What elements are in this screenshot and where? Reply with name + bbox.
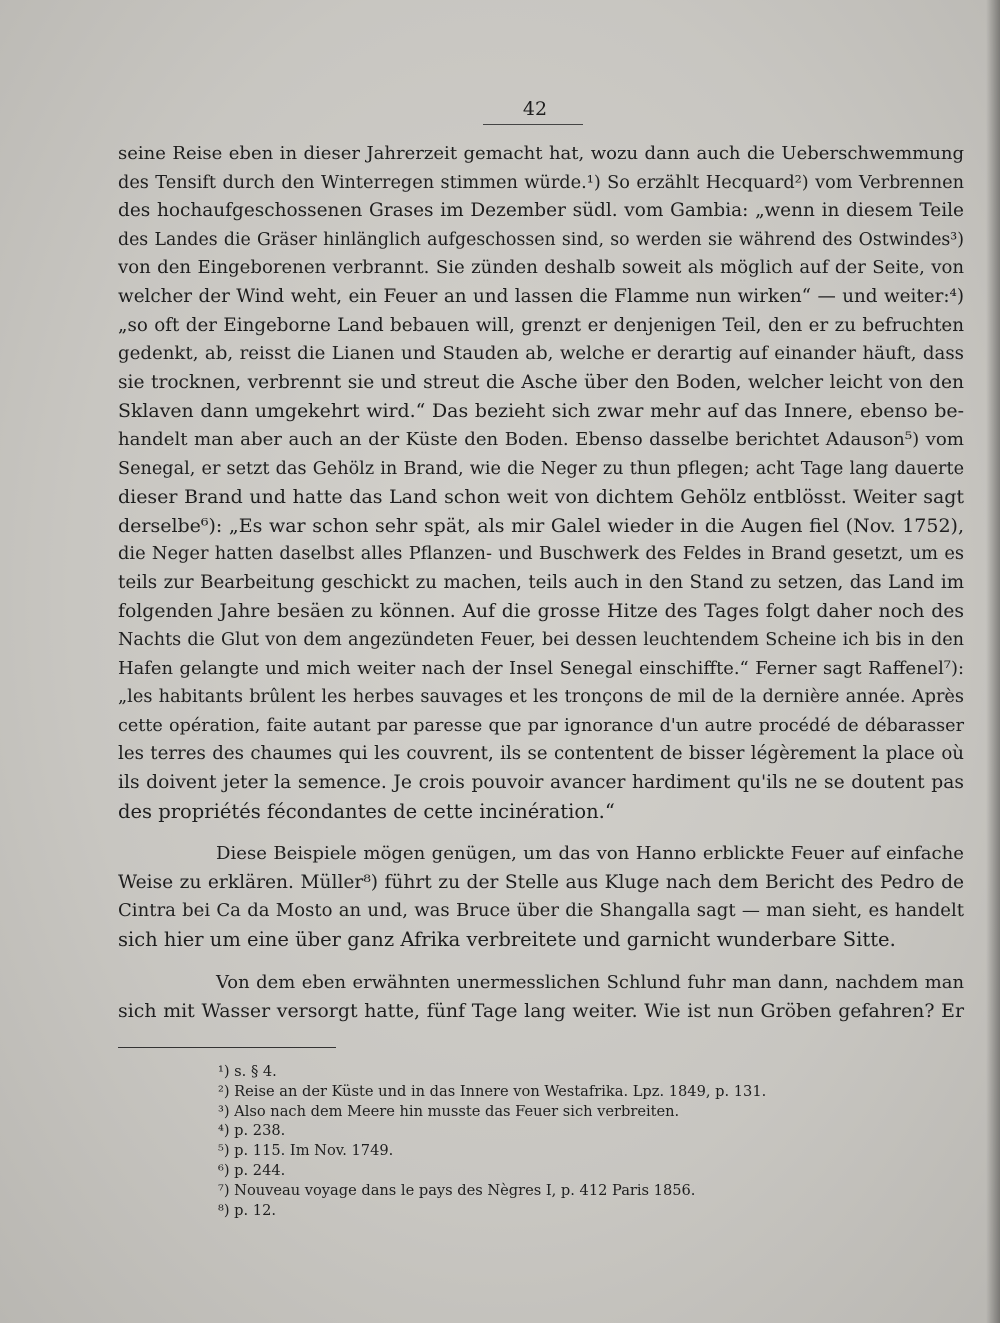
footnote: ⁵) p. 115. Im Nov. 1749. — [218, 1142, 394, 1160]
text-line: des propriétés fécondantes de cette incinération.“ — [118, 799, 615, 823]
text-line: sie trocknen, verbrennt sie und streut die Asche über den Boden, welcher leicht von den — [118, 371, 964, 393]
footnote: ⁷) Nouveau voyage dans le pays des Nègres I, p. 412 Paris 1856. — [218, 1181, 696, 1199]
text-line: cette opération, faite autant par paresse que par ignorance d'un autre procédé de débarasser — [118, 715, 964, 736]
text-line: Nachts die Glut von dem angezündeten Feuer, bei dessen leuchtendem Scheine ich bis in den — [118, 630, 964, 651]
page-number: 42 — [522, 98, 548, 120]
text-line: Diese Beispiele mögen genügen, um das von Hanno erblickte Feuer auf einfache — [216, 843, 964, 865]
footnote: ¹) s. § 4. — [218, 1063, 277, 1080]
text-line: teils zur Bearbeitung geschickt zu machen, teils auch in den Stand zu setzen, das Land im — [118, 571, 964, 593]
paragraph-gap — [118, 955, 964, 969]
footnote: ⁸) p. 12. — [218, 1201, 277, 1219]
text-line: Von dem eben erwähnten unermesslichen Schlund fuhr man dann, nachdem man — [216, 971, 964, 993]
text-line: von den Eingeborenen verbrannt. Sie zünden deshalb soweit als möglich auf der Seite, von — [118, 257, 964, 279]
footnote-separator — [118, 1047, 336, 1048]
body-text — [118, 140, 964, 1026]
footnote: ³) Also nach dem Meere hin musste das Feuer sich verbreiten. — [218, 1102, 680, 1120]
text-line: folgenden Jahre besäen zu können. Auf die grosse Hitze des Tages folgt daher noch des — [118, 600, 964, 622]
text-line: „les habitants brûlent les herbes sauvages et les tronçons de mil de la dernière année. Après — [118, 687, 964, 708]
text-line: des Landes die Gräser hinlänglich aufgeschossen sind, so werden sie während des Ostwindes³) — [118, 229, 964, 250]
text-line: die Neger hatten daselbst alles Pflanzen- und Buschwerk des Feldes in Brand gesetzt, um es — [118, 543, 964, 565]
text-line: handelt man aber auch an der Küste den Boden. Ebenso dasselbe berichtet Adauson⁵) vom — [118, 428, 964, 450]
text-line: derselbe⁶): „Es war schon sehr spät, als mir Galel wieder in die Augen fiel (Nov. 1752), — [118, 514, 964, 537]
text-line: les terres des chaumes qui les couvrent, ils se contentent de bisser légèrement la place où — [118, 743, 964, 765]
text-line: Cintra bei Ca da Mosto an und, was Bruce über die Shangalla sagt — man sieht, es handelt — [118, 900, 964, 922]
paragraph-gap — [118, 826, 964, 840]
text-line: seine Reise eben in dieser Jahrerzeit gemacht hat, wozu dann auch die Ueberschwemmung — [118, 143, 964, 164]
text-line: Sklaven dann umgekehrt wird.“ Das bezieht sich zwar mehr auf das Innere, ebenso be- — [118, 400, 964, 423]
footnotes — [218, 1062, 918, 1220]
footnote: ⁴) p. 238. — [218, 1122, 286, 1140]
text-line: des hochaufgeschossenen Grases im Dezember südl. vom Gambia: „wenn in diesem Teile — [118, 200, 964, 222]
page-number-rule — [483, 124, 583, 125]
text-line: ils doivent jeter la semence. Je crois pouvoir avancer hardiment qu'ils ne se doutent pas — [118, 772, 964, 794]
text-line: gedenkt, ab, reisst die Lianen und Stauden ab, welche er derartig auf einander häuft, dass — [118, 343, 964, 365]
text-line: Weise zu erklären. Müller⁸) führt zu der Stelle aus Kluge nach dem Bericht des Pedro de — [118, 871, 964, 893]
text-line: Senegal, er setzt das Gehölz in Brand, wie die Neger zu thun pflegen; acht Tage lang dauerte — [118, 458, 964, 479]
page-edge-shadow — [986, 0, 1000, 1323]
text-line: welcher der Wind weht, ein Feuer an und lassen die Flamme nun wirken“ — und weiter:⁴) — [118, 285, 964, 307]
text-line: dieser Brand und hatte das Land schon weit von dichtem Gehölz entblösst. Weiter sagt — [118, 486, 964, 509]
text-line: „so oft der Eingeborne Land bebauen will, grenzt er denjenigen Teil, den er zu befruchten — [118, 314, 964, 336]
text-line: sich mit Wasser versorgt hatte, fünf Tage lang weiter. Wie ist nun Gröben gefahren? Er — [118, 1000, 964, 1023]
text-line: Hafen gelangte und mich weiter nach der Insel Senegal einschiffte.“ Ferner sagt Raffenel⁷): — [118, 657, 964, 679]
footnote: ²) Reise an der Küste und in das Innere von Westafrika. Lpz. 1849, p. 131. — [218, 1082, 767, 1100]
footnote: ⁶) p. 244. — [218, 1161, 286, 1179]
text-line: sich hier um eine über ganz Afrika verbreitete und garnicht wunderbare Sitte. — [118, 928, 896, 952]
text-line: des Tensift durch den Winterregen stimmen würde.¹) So erzählt Hecquard²) vom Verbrennen — [118, 172, 964, 193]
